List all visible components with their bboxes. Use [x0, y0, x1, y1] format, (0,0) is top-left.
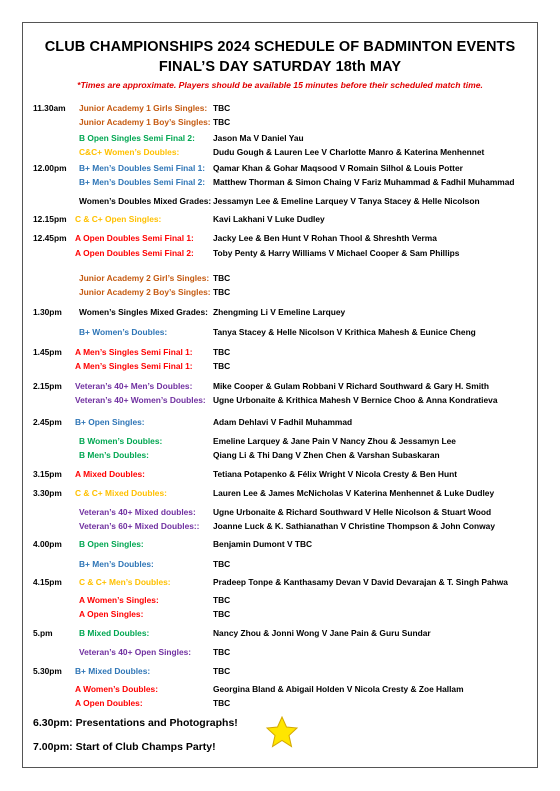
schedule-row [23, 307, 537, 319]
row-time: 2.15pm [33, 381, 62, 391]
row-event: Women’s Singles Mixed Grades: [79, 307, 208, 317]
party-line: 7.00pm: Start of Club Champs Party! [33, 741, 216, 753]
row-match: Jason Ma V Daniel Yau [213, 133, 304, 143]
schedule-row [23, 469, 537, 481]
row-match: TBC [213, 595, 231, 605]
row-match: Adam Dehlavi V Fadhil Muhammad [213, 417, 353, 427]
schedule-row [23, 248, 537, 260]
row-match: Tetiana Potapenko & Félix Wright V Nicola Cresty & Ben Hunt [213, 469, 457, 479]
row-time: 2.45pm [33, 417, 62, 427]
row-match: TBC [213, 666, 231, 676]
row-event: A Open Doubles: [75, 698, 143, 708]
row-match: Nancy Zhou & Jonni Wong V Jane Pain & Guru Sundar [213, 628, 431, 638]
row-match: Toby Penty & Harry Williams V Michael Cooper & Sam Phillips [213, 248, 460, 258]
row-match: TBC [213, 559, 231, 569]
time-note: *Times are approximate. Players should be available 15 minutes before their scheduled match time. [77, 80, 483, 90]
schedule-row [23, 488, 537, 500]
row-match: Tanya Stacey & Helle Nicolson V Krithica Mahesh & Eunice Cheng [213, 327, 476, 337]
row-time: 1.45pm [33, 347, 62, 357]
row-match: TBC [213, 287, 231, 297]
row-match: Matthew Thorman & Simon Chaing V Fariz Muhammad & Fadhil Muhammad [213, 177, 515, 187]
schedule-row [23, 381, 537, 393]
row-event: B+ Men’s Doubles Semi Final 2: [79, 177, 206, 187]
schedule-row [23, 395, 537, 407]
row-match: Pradeep Tonpe & Kanthasamy Devan V David Devarajan & T. Singh Pahwa [213, 577, 508, 587]
row-match: Jacky Lee & Ben Hunt V Rohan Thool & Shreshth Verma [213, 233, 437, 243]
schedule-row [23, 347, 537, 359]
row-event: C & C+ Men’s Doubles: [79, 577, 171, 587]
schedule-row [23, 233, 537, 245]
row-event: Veteran’s 40+ Mixed doubles: [79, 507, 196, 517]
row-event: B+ Men’s Doubles: [79, 559, 154, 569]
row-match: TBC [213, 273, 231, 283]
row-event: Veteran’s 40+ Men’s Doubles: [75, 381, 193, 391]
schedule-page [22, 22, 538, 768]
row-event: C & C+ Mixed Doubles: [75, 488, 167, 498]
row-event: B+ Women’s Doubles: [79, 327, 168, 337]
star-icon [265, 716, 299, 748]
page-title: CLUB CHAMPIONSHIPS 2024 SCHEDULE OF BADMINTON EVENTS [44, 39, 516, 55]
row-match: Qamar Khan & Gohar Maqsood V Romain Silhol & Louis Potter [213, 163, 463, 173]
row-match: TBC [213, 103, 231, 113]
row-match: TBC [213, 647, 231, 657]
schedule-row [23, 133, 537, 145]
row-match: Ugne Urbonaite & Richard Southward V Helle Nicolson & Stuart Wood [213, 507, 492, 517]
row-event: Veteran’s 40+ Open Singles: [79, 647, 192, 657]
row-event: A Women’s Singles: [79, 595, 159, 605]
row-time: 1.30pm [33, 307, 62, 317]
row-time: 4.00pm [33, 539, 62, 549]
row-match: Lauren Lee & James McNicholas V Katerina Menhennet & Luke Dudley [213, 488, 495, 498]
schedule-row [23, 417, 537, 429]
schedule-row [23, 521, 537, 533]
row-match: Zhengming Li V Emeline Larquey [213, 307, 346, 317]
row-event: C & C+ Open Singles: [75, 214, 162, 224]
schedule-row [23, 327, 537, 339]
schedule-row [23, 103, 537, 115]
row-match: Ugne Urbonaite & Krithica Mahesh V Bernice Choo & Anna Kondratieva [213, 395, 498, 405]
schedule-row [23, 273, 537, 285]
row-match: Dudu Gough & Lauren Lee V Charlotte Manro & Katerina Menhennet [213, 147, 485, 157]
schedule-row [23, 507, 537, 519]
schedule-row [23, 647, 537, 659]
row-event: Veteran’s 60+ Mixed Doubles:: [79, 521, 200, 531]
row-event: Women’s Doubles Mixed Grades: [79, 196, 212, 206]
schedule-row [23, 450, 537, 462]
row-match: Qiang Li & Thi Dang V Zhen Chen & Varshan Subaskaran [213, 450, 440, 460]
row-match: Benjamin Dumont V TBC [213, 539, 313, 549]
schedule-row [23, 436, 537, 448]
row-event: B+ Open Singles: [75, 417, 145, 427]
row-event: Junior Academy 1 Girls Singles: [79, 103, 208, 113]
row-match: Joanne Luck & K. Sathianathan V Christine Thompson & John Conway [213, 521, 495, 531]
schedule-row [23, 214, 537, 226]
schedule-row [23, 698, 537, 710]
row-match: Jessamyn Lee & Emeline Larquey V Tanya Stacey & Helle Nicolson [213, 196, 480, 206]
row-time: 12.15pm [33, 214, 67, 224]
row-time: 3.15pm [33, 469, 62, 479]
schedule-row [23, 684, 537, 696]
row-event: Junior Academy 2 Girl’s Singles: [79, 273, 210, 283]
row-event: B+ Mixed Doubles: [75, 666, 151, 676]
row-event: B Open Singles: [79, 539, 144, 549]
row-event: Junior Academy 2 Boy’s Singles: [79, 287, 211, 297]
page-subtitle: FINAL’S DAY SATURDAY 18th MAY [158, 59, 402, 75]
row-event: B+ Men’s Doubles Semi Final 1: [79, 163, 206, 173]
schedule-row [23, 595, 537, 607]
schedule-row [23, 177, 537, 189]
row-time: 12.45pm [33, 233, 67, 243]
schedule-row [23, 117, 537, 129]
row-time: 4.15pm [33, 577, 62, 587]
row-event: Veteran’s 40+ Women’s Doubles: [75, 395, 206, 405]
schedule-row [23, 147, 537, 159]
schedule-row [23, 666, 537, 678]
row-event: A Men’s Singles Semi Final 1: [75, 347, 193, 357]
row-time: 12.00pm [33, 163, 67, 173]
row-match: TBC [213, 609, 231, 619]
schedule-row [23, 609, 537, 621]
schedule-row [23, 196, 537, 208]
row-time: 5.pm [33, 628, 53, 638]
row-event: C&C+ Women’s Doubles: [79, 147, 180, 157]
schedule-row [23, 287, 537, 299]
row-time: 3.30pm [33, 488, 62, 498]
row-event: A Open Doubles Semi Final 2: [75, 248, 194, 258]
row-event: A Women’s Doubles: [75, 684, 158, 694]
row-time: 11.30am [33, 103, 66, 113]
row-event: A Men’s Singles Semi Final 1: [75, 361, 193, 371]
row-match: Emeline Larquey & Jane Pain V Nancy Zhou & Jessamyn Lee [213, 436, 456, 446]
row-event: B Men’s Doubles: [79, 450, 149, 460]
row-time: 5.30pm [33, 666, 62, 676]
row-match: TBC [213, 117, 231, 127]
schedule-row [23, 628, 537, 640]
row-event: B Women’s Doubles: [79, 436, 163, 446]
row-event: A Open Doubles Semi Final 1: [75, 233, 194, 243]
row-event: Junior Academy 1 Boy’s Singles: [79, 117, 211, 127]
row-match: Mike Cooper & Gulam Robbani V Richard Southward & Gary H. Smith [213, 381, 489, 391]
row-match: Kavi Lakhani V Luke Dudley [213, 214, 325, 224]
schedule-row [23, 559, 537, 571]
schedule-row [23, 577, 537, 589]
schedule-row [23, 163, 537, 175]
row-match: Georgina Bland & Abigail Holden V Nicola Cresty & Zoe Hallam [213, 684, 464, 694]
schedule-row [23, 539, 537, 551]
schedule-row [23, 361, 537, 373]
row-event: A Open Singles: [79, 609, 144, 619]
row-match: TBC [213, 361, 231, 371]
row-match: TBC [213, 347, 231, 357]
row-event: B Open Singles Semi Final 2: [79, 133, 195, 143]
presentations-line: 6.30pm: Presentations and Photographs! [33, 717, 238, 729]
row-event: A Mixed Doubles: [75, 469, 145, 479]
row-event: B Mixed Doubles: [79, 628, 150, 638]
row-match: TBC [213, 698, 231, 708]
